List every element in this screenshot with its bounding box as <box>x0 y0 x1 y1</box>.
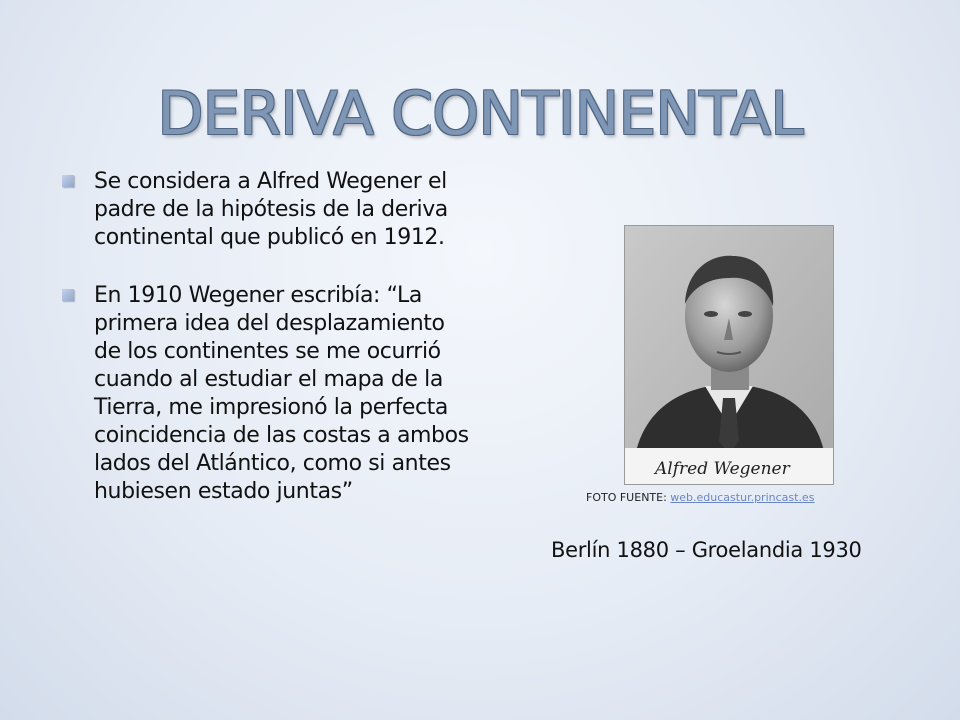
square-bullet-icon <box>62 175 74 187</box>
source-link[interactable]: web.educastur.princast.es <box>670 491 815 504</box>
bullet-text: Se considera a Alfred Wegener el padre de la hipótesis de la deriva continental que publicó en 1912. <box>94 169 448 250</box>
bullet-item <box>60 282 470 506</box>
square-bullet-icon <box>62 289 74 301</box>
life-dates: Berlín 1880 – Groelandia 1930 <box>551 538 862 562</box>
bullet-text: En 1910 Wegener escribía: “La primera idea del desplazamiento de los continentes se me ocurrió cuando al estudiar el mapa de la Tierra, me impresionó la perfecta coincidencia de las costas a ambos lados del Atlántico, como si antes hubiesen estado juntas” <box>94 283 469 504</box>
portrait-image <box>625 226 833 484</box>
portrait-photo <box>624 225 834 485</box>
signature-text: Alfred Wegener <box>655 459 790 479</box>
slide-title: DERIVA CONTINENTAL <box>157 79 803 149</box>
caption-prefix: FOTO FUENTE: <box>586 491 671 504</box>
bullet-list <box>60 168 470 536</box>
bullet-item <box>60 168 470 252</box>
photo-caption <box>586 491 814 505</box>
